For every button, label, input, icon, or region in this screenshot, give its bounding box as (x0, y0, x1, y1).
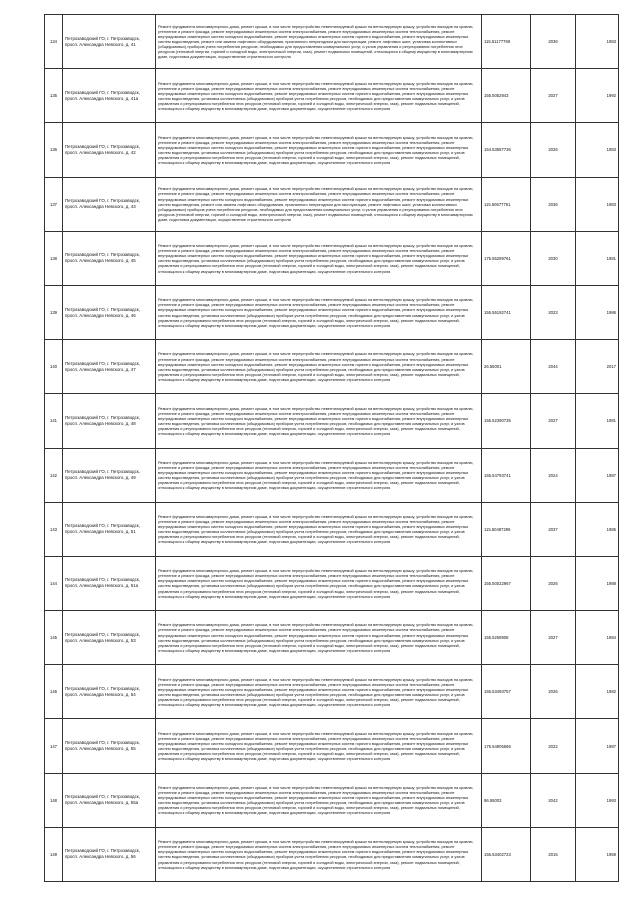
row-number-cell: 139 (45, 285, 63, 339)
cost-cell: 26.55001 (482, 340, 531, 394)
table-row (45, 719, 619, 773)
table-row (45, 665, 619, 719)
cost-cell: 155.5258908 (482, 611, 531, 665)
cost-cell: 155.50022967 (482, 556, 531, 610)
row-number-cell: 143 (45, 502, 63, 556)
row-number-cell: 137 (45, 177, 63, 231)
row-number-cell: 148 (45, 773, 63, 827)
cost-cell: 115.50487296 (482, 502, 531, 556)
works-description-cell: Ремонт фундамента многоквартирного дома, ремонт крыши, в том числе переустройство невентилируемой крыши на вентилируемую крышу, устройство выходов на кровлю, утепление и ремонт фасада, ремонт внутридомовых инженерных систем электроснабжения, ремонт внутридомовых инженерных систем теплоснабжения, ремонт внутридомовых инженерных систем холодного водоснабжения, ремонт внутридомовых инженерных систем горячего водоснабжения, ремонт внутридомовых инженерных систем водоотведения, установка коллективных (общедомовых) приборов учета потребления ресурсов, необходимых для предоставления коммунальных услуг, и узлов управления и регулирования потребления этих ресурсов (тепловой энергии, горячей и холодной воды, электрической энергии, газа), ремонт подвальных помещений, относящихся к общему имуществу в многоквартирном доме, подготовка документации, осуществление строительного контроля (156, 448, 482, 502)
works-description-cell: Ремонт фундамента многоквартирного дома, ремонт крыши, в том числе переустройство невентилируемой крыши на вентилируемую крышу, устройство выходов на кровлю, утепление и ремонт фасада, ремонт внутридомовых инженерных систем электроснабжения, ремонт внутридомовых инженерных систем теплоснабжения, ремонт внутридомовых инженерных систем холодного водоснабжения, ремонт внутридомовых инженерных систем горячего водоснабжения, ремонт внутридомовых инженерных систем водоотведения, установка коллективных (общедомовых) приборов учета потребления ресурсов, необходимых для предоставления коммунальных услуг, и узлов управления и регулирования потребления этих ресурсов (тепловой энергии, горячей и холодной воды, электрической энергии, газа), ремонт подвальных помещений, относящихся к общему имуществу в многоквартирном доме, подготовка документации, осуществление строительного контроля (156, 827, 482, 881)
row-number-cell: 146 (45, 665, 63, 719)
table-row (45, 69, 619, 123)
planned-year-cell: 2027 (531, 69, 576, 123)
works-description-cell: Ремонт фундамента многоквартирного дома, ремонт крыши, в том числе переустройство невентилируемой крыши на вентилируемую крышу, устройство выходов на кровлю, утепление и ремонт фасада, ремонт внутридомовых инженерных систем электроснабжения, ремонт внутридомовых инженерных систем теплоснабжения, ремонт внутридомовых инженерных систем холодного водоснабжения, ремонт внутридомовых инженерных систем горячего водоснабжения, ремонт внутридомовых инженерных систем водоотведения, установка коллективных (общедомовых) приборов учета потребления ресурсов, необходимых для предоставления коммунальных услуг, и узлов управления и регулирования потребления этих ресурсов (тепловой энергии, горячей и холодной воды, электрической энергии, газа), ремонт подвальных помещений, относящихся к общему имуществу в многоквартирном доме, подготовка документации, осуществление строительного контроля (156, 502, 482, 556)
table-row (45, 448, 619, 502)
planned-year-cell: 2024 (531, 448, 576, 502)
address-cell: Петрозаводский ГО, г. Петрозаводск, просп. Александра Невского, д. 54 (63, 665, 156, 719)
row-number-cell: 138 (45, 231, 63, 285)
table-row (45, 340, 619, 394)
built-year-cell: 1985 (576, 502, 619, 556)
works-description-cell: Ремонт фундамента многоквартирного дома, ремонт крыши, в том числе переустройство невентилируемой крыши на вентилируемую крышу, устройство выходов на кровлю, утепление и ремонт фасада, ремонт внутридомовых инженерных систем электроснабжения, ремонт внутридомовых инженерных систем теплоснабжения, ремонт внутридомовых инженерных систем холодного водоснабжения, ремонт внутридомовых инженерных систем горячего водоснабжения, ремонт внутридомовых инженерных систем водоотведения, установка коллективных (общедомовых) приборов учета потребления ресурсов, необходимых для предоставления коммунальных услуг, и узлов управления и регулирования потребления этих ресурсов (тепловой энергии, горячей и холодной воды, электрической энергии, газа), ремонт подвальных помещений, относящихся к общему имуществу в многоквартирном доме, подготовка документации, осуществление строительного контроля (156, 556, 482, 610)
planned-year-cell: 2036 (531, 15, 576, 69)
address-cell: Петрозаводский ГО, г. Петрозаводск, просп. Александра Невского, д. 47 (63, 340, 156, 394)
built-year-cell: 1981 (576, 394, 619, 448)
table-row (45, 15, 619, 69)
row-number-cell: 141 (45, 394, 63, 448)
works-description-cell: Ремонт фундамента многоквартирного дома, ремонт крыши, в том числе переустройство невентилируемой крыши на вентилируемую крышу, устройство выходов на кровлю, утепление и ремонт фасада, ремонт внутридомовых инженерных систем электроснабжения, ремонт внутридомовых инженерных систем теплоснабжения, ремонт внутридомовых инженерных систем холодного водоснабжения, ремонт внутридомовых инженерных систем горячего водоснабжения, ремонт внутридомовых инженерных систем водоотведения, установка коллективных (общедомовых) приборов учета потребления ресурсов, необходимых для предоставления коммунальных услуг, и узлов управления и регулирования потребления этих ресурсов (тепловой энергии, горячей и холодной воды, электрической энергии, газа), ремонт подвальных помещений, относящихся к общему имуществу в многоквартирном доме, подготовка документации, осуществление строительного контроля (156, 394, 482, 448)
cost-cell: 96.55003 (482, 773, 531, 827)
works-description-cell: Ремонт фундамента многоквартирного дома, ремонт крыши, в том числе переустройство невентилируемой крыши на вентилируемую крышу, устройство выходов на кровлю, утепление и ремонт фасада, ремонт внутридомовых инженерных систем электроснабжения, ремонт внутридомовых инженерных систем теплоснабжения, ремонт внутридомовых инженерных систем холодного водоснабжения, ремонт внутридомовых инженерных систем горячего водоснабжения, ремонт внутридомовых инженерных систем водоотведения, установка коллективных (общедомовых) приборов учета потребления ресурсов, необходимых для предоставления коммунальных услуг, и узлов управления и регулирования потребления этих ресурсов (тепловой энергии, горячей и холодной воды, электрической энергии, газа), ремонт подвальных помещений, относящихся к общему имуществу в многоквартирном доме, подготовка документации, осуществление строительного контроля (156, 69, 482, 123)
built-year-cell: 1983 (576, 15, 619, 69)
built-year-cell: 1984 (576, 611, 619, 665)
address-cell: Петрозаводский ГО, г. Петрозаводск, просп. Александра Невского, д. 41а (63, 69, 156, 123)
address-cell: Петрозаводский ГО, г. Петрозаводск, просп. Александра Невского, д. 42 (63, 123, 156, 177)
built-year-cell: 1983 (576, 123, 619, 177)
planned-year-cell: 2023 (531, 285, 576, 339)
address-cell: Петрозаводский ГО, г. Петрозаводск, просп. Александра Невского, д. 45 (63, 231, 156, 285)
table-row (45, 285, 619, 339)
built-year-cell: 1981 (576, 231, 619, 285)
works-description-cell: Ремонт фундамента многоквартирного дома, ремонт крыши, в том числе переустройство невентилируемой крыши на вентилируемую крышу, устройство выходов на кровлю, утепление и ремонт фасада, ремонт внутридомовых инженерных систем электроснабжения, ремонт внутридомовых инженерных систем теплоснабжения, ремонт внутридомовых инженерных систем холодного водоснабжения, ремонт внутридомовых инженерных систем горячего водоснабжения, ремонт внутридомовых инженерных систем водоотведения, ремонт или замена лифтового оборудования, признанного непригодным для эксплуатации, ремонт лифтовых шахт, установка коллективных (общедомовых) приборов учета потребления ресурсов, необходимых для предоставления коммунальных услуг, и узлов управления и регулирования потребления этих ресурсов (тепловой энергии, горячей и холодной воды, электрической энергии, газа), ремонт подвальных помещений, относящихся к общему имуществу в многоквартирном доме, подготовка документации, осуществление строительного контроля (156, 15, 482, 69)
row-number-cell: 136 (45, 123, 63, 177)
built-year-cell: 1982 (576, 665, 619, 719)
built-year-cell: 1992 (576, 69, 619, 123)
row-number-cell: 140 (45, 340, 63, 394)
row-number-cell: 149 (45, 827, 63, 881)
row-number-cell: 144 (45, 556, 63, 610)
table-row (45, 177, 619, 231)
works-description-cell: Ремонт фундамента многоквартирного дома, ремонт крыши, в том числе переустройство невентилируемой крыши на вентилируемую крышу, устройство выходов на кровлю, утепление и ремонт фасада, ремонт внутридомовых инженерных систем электроснабжения, ремонт внутридомовых инженерных систем теплоснабжения, ремонт внутридомовых инженерных систем холодного водоснабжения, ремонт внутридомовых инженерных систем горячего водоснабжения, ремонт внутридомовых инженерных систем водоотведения, установка коллективных (общедомовых) приборов учета потребления ресурсов, необходимых для предоставления коммунальных услуг, и узлов управления и регулирования потребления этих ресурсов (тепловой энергии, горячей и холодной воды, электрической энергии, газа), ремонт подвальных помещений, относящихся к общему имуществу в многоквартирном доме, подготовка документации, осуществление строительного контроля (156, 719, 482, 773)
works-description-cell: Ремонт фундамента многоквартирного дома, ремонт крыши, в том числе переустройство невентилируемой крыши на вентилируемую крышу, устройство выходов на кровлю, утепление и ремонт фасада, ремонт внутридомовых инженерных систем электроснабжения, ремонт внутридомовых инженерных систем теплоснабжения, ремонт внутридомовых инженерных систем холодного водоснабжения, ремонт внутридомовых инженерных систем горячего водоснабжения, ремонт внутридомовых инженерных систем водоотведения, установка коллективных (общедомовых) приборов учета потребления ресурсов, необходимых для предоставления коммунальных услуг, и узлов управления и регулирования потребления этих ресурсов (тепловой энергии, горячей и холодной воды, электрической энергии, газа), ремонт подвальных помещений, относящихся к общему имуществу в многоквартирном доме, подготовка документации, осуществление строительного контроля (156, 123, 482, 177)
cost-cell: 155.55192741 (482, 285, 531, 339)
cost-cell: 115.51177769 (482, 15, 531, 69)
built-year-cell: 1987 (576, 719, 619, 773)
planned-year-cell: 2022 (531, 719, 576, 773)
table-row (45, 394, 619, 448)
row-number-cell: 147 (45, 719, 63, 773)
works-description-cell: Ремонт фундамента многоквартирного дома, ремонт крыши, в том числе переустройство невентилируемой крыши на вентилируемую крышу, устройство выходов на кровлю, утепление и ремонт фасада, ремонт внутридомовых инженерных систем электроснабжения, ремонт внутридомовых инженерных систем теплоснабжения, ремонт внутридомовых инженерных систем холодного водоснабжения, ремонт внутридомовых инженерных систем горячего водоснабжения, ремонт внутридомовых инженерных систем водоотведения, установка коллективных (общедомовых) приборов учета потребления ресурсов, необходимых для предоставления коммунальных услуг, и узлов управления и регулирования потребления этих ресурсов (тепловой энергии, горячей и холодной воды, электрической энергии, газа), ремонт подвальных помещений, относящихся к общему имуществу в многоквартирном доме, подготовка документации, осуществление строительного контроля (156, 285, 482, 339)
built-year-cell: 1993 (576, 773, 619, 827)
planned-year-cell: 2026 (531, 123, 576, 177)
cost-cell: 154.53587736 (482, 123, 531, 177)
works-description-cell: Ремонт фундамента многоквартирного дома, ремонт крыши, в том числе переустройство невентилируемой крыши на вентилируемую крышу, устройство выходов на кровлю, утепление и ремонт фасада, ремонт внутридомовых инженерных систем электроснабжения, ремонт внутридомовых инженерных систем теплоснабжения, ремонт внутридомовых инженерных систем холодного водоснабжения, ремонт внутридомовых инженерных систем горячего водоснабжения, ремонт внутридомовых инженерных систем водоотведения, установка коллективных (общедомовых) приборов учета потребления ресурсов, необходимых для предоставления коммунальных услуг, и узлов управления и регулирования потребления этих ресурсов (тепловой энергии, горячей и холодной воды, электрической энергии, газа), ремонт подвальных помещений, относящихся к общему имуществу в многоквартирном доме, подготовка документации, осуществление строительного контроля (156, 773, 482, 827)
address-cell: Петрозаводский ГО, г. Петрозаводск, просп. Александра Невского, д. 46 (63, 285, 156, 339)
table-row (45, 123, 619, 177)
address-cell: Петрозаводский ГО, г. Петрозаводск, просп. Александра Невского, д. 43 (63, 177, 156, 231)
cost-cell: 155.54793741 (482, 448, 531, 502)
works-description-cell: Ремонт фундамента многоквартирного дома, ремонт крыши, в том числе переустройство невентилируемой крыши на вентилируемую крышу, устройство выходов на кровлю, утепление и ремонт фасада, ремонт внутридомовых инженерных систем электроснабжения, ремонт внутридомовых инженерных систем теплоснабжения, ремонт внутридомовых инженерных систем холодного водоснабжения, ремонт внутридомовых инженерных систем горячего водоснабжения, ремонт внутридомовых инженерных систем водоотведения, ремонт или замена лифтового оборудования, признанного непригодным для эксплуатации, ремонт лифтовых шахт, установка коллективных (общедомовых) приборов учета потребления ресурсов, необходимых для предоставления коммунальных услуг, и узлов управления и регулирования потребления этих ресурсов (тепловой энергии, горячей и холодной воды, электрической энергии, газа), ремонт подвальных помещений, относящихся к общему имуществу в многоквартирном доме, подготовка документации, осуществление строительного контроля (156, 177, 482, 231)
cost-cell: 155.53493757 (482, 665, 531, 719)
planned-year-cell: 2015 (531, 827, 576, 881)
row-number-cell: 135 (45, 69, 63, 123)
address-cell: Петрозаводский ГО, г. Петрозаводск, просп. Александра Невского, д. 55а (63, 773, 156, 827)
cost-cell: 155.5052943 (482, 69, 531, 123)
works-description-cell: Ремонт фундамента многоквартирного дома, ремонт крыши, в том числе переустройство невентилируемой крыши на вентилируемую крышу, устройство выходов на кровлю, утепление и ремонт фасада, ремонт внутридомовых инженерных систем электроснабжения, ремонт внутридомовых инженерных систем теплоснабжения, ремонт внутридомовых инженерных систем холодного водоснабжения, ремонт внутридомовых инженерных систем горячего водоснабжения, ремонт внутридомовых инженерных систем водоотведения, установка коллективных (общедомовых) приборов учета потребления ресурсов, необходимых для предоставления коммунальных услуг, и узлов управления и регулирования потребления этих ресурсов (тепловой энергии, горячей и холодной воды, электрической энергии, газа), ремонт подвальных помещений, относящихся к общему имуществу в многоквартирном доме, подготовка документации, осуществление строительного контроля (156, 665, 482, 719)
table-row (45, 827, 619, 881)
planned-year-cell: 2026 (531, 556, 576, 610)
built-year-cell: 1983 (576, 177, 619, 231)
built-year-cell: 1988 (576, 556, 619, 610)
built-year-cell: 1959 (576, 827, 619, 881)
address-cell: Петрозаводский ГО, г. Петрозаводск, просп. Александра Невского, д. 53 (63, 611, 156, 665)
table-row (45, 773, 619, 827)
row-number-cell: 142 (45, 448, 63, 502)
table-row (45, 231, 619, 285)
row-number-cell: 134 (45, 15, 63, 69)
works-description-cell: Ремонт фундамента многоквартирного дома, ремонт крыши, в том числе переустройство невентилируемой крыши на вентилируемую крышу, устройство выходов на кровлю, утепление и ремонт фасада, ремонт внутридомовых инженерных систем электроснабжения, ремонт внутридомовых инженерных систем теплоснабжения, ремонт внутридомовых инженерных систем холодного водоснабжения, ремонт внутридомовых инженерных систем горячего водоснабжения, ремонт внутридомовых инженерных систем водоотведения, установка коллективных (общедомовых) приборов учета потребления ресурсов, необходимых для предоставления коммунальных услуг, и узлов управления и регулирования потребления этих ресурсов (тепловой энергии, горячей и холодной воды, электрической энергии, газа), ремонт подвальных помещений, относящихся к общему имуществу в многоквартирном доме, подготовка документации, осуществление строительного контроля (156, 611, 482, 665)
address-cell: Петрозаводский ГО, г. Петрозаводск, просп. Александра Невского, д. 51а (63, 556, 156, 610)
planned-year-cell: 2044 (531, 340, 576, 394)
address-cell: Петрозаводский ГО, г. Петрозаводск, просп. Александра Невского, д. 51 (63, 502, 156, 556)
cost-cell: 115.50677761 (482, 177, 531, 231)
table-row (45, 611, 619, 665)
planned-year-cell: 2027 (531, 394, 576, 448)
works-table-body (45, 15, 619, 882)
planned-year-cell: 2042 (531, 773, 576, 827)
cost-cell: 155.53402723 (482, 827, 531, 881)
cost-cell: 155.52390735 (482, 394, 531, 448)
cost-cell: 175.54905566 (482, 719, 531, 773)
address-cell: Петрозаводский ГО, г. Петрозаводск, просп. Александра Невского, д. 49 (63, 448, 156, 502)
planned-year-cell: 2037 (531, 502, 576, 556)
built-year-cell: 1986 (576, 285, 619, 339)
works-description-cell: Ремонт фундамента многоквартирного дома, ремонт крыши, в том числе переустройство невентилируемой крыши на вентилируемую крышу, устройство выходов на кровлю, утепление и ремонт фасада, ремонт внутридомовых инженерных систем электроснабжения, ремонт внутридомовых инженерных систем теплоснабжения, ремонт внутридомовых инженерных систем холодного водоснабжения, ремонт внутридомовых инженерных систем горячего водоснабжения, ремонт внутридомовых инженерных систем водоотведения, установка коллективных (общедомовых) приборов учета потребления ресурсов, необходимых для предоставления коммунальных услуг, и узлов управления и регулирования потребления этих ресурсов (тепловой энергии, горячей и холодной воды, электрической энергии, газа), ремонт подвальных помещений, относящихся к общему имуществу в многоквартирном доме, подготовка документации, осуществление строительного контроля (156, 340, 482, 394)
address-cell: Петрозаводский ГО, г. Петрозаводск, просп. Александра Невского, д. 56 (63, 827, 156, 881)
table-row (45, 556, 619, 610)
works-description-cell: Ремонт фундамента многоквартирного дома, ремонт крыши, в том числе переустройство невентилируемой крыши на вентилируемую крышу, устройство выходов на кровлю, утепление и ремонт фасада, ремонт внутридомовых инженерных систем электроснабжения, ремонт внутридомовых инженерных систем теплоснабжения, ремонт внутридомовых инженерных систем холодного водоснабжения, ремонт внутридомовых инженерных систем горячего водоснабжения, ремонт внутридомовых инженерных систем водоотведения, установка коллективных (общедомовых) приборов учета потребления ресурсов, необходимых для предоставления коммунальных услуг, и узлов управления и регулирования потребления этих ресурсов (тепловой энергии, горячей и холодной воды, электрической энергии, газа), ремонт подвальных помещений, относящихся к общему имуществу в многоквартирном доме, подготовка документации, осуществление строительного контроля (156, 231, 482, 285)
address-cell: Петрозаводский ГО, г. Петрозаводск, просп. Александра Невского, д. 55 (63, 719, 156, 773)
planned-year-cell: 2027 (531, 611, 576, 665)
address-cell: Петрозаводский ГО, г. Петрозаводск, просп. Александра Невского, д. 48 (63, 394, 156, 448)
address-cell: Петрозаводский ГО, г. Петрозаводск, просп. Александра Невского, д. 41 (63, 15, 156, 69)
planned-year-cell: 2036 (531, 177, 576, 231)
row-number-cell: 145 (45, 611, 63, 665)
planned-year-cell: 2030 (531, 231, 576, 285)
works-table (44, 14, 619, 882)
built-year-cell: 1987 (576, 448, 619, 502)
table-row (45, 502, 619, 556)
built-year-cell: 2017 (576, 340, 619, 394)
planned-year-cell: 2026 (531, 665, 576, 719)
cost-cell: 175.55289761 (482, 231, 531, 285)
